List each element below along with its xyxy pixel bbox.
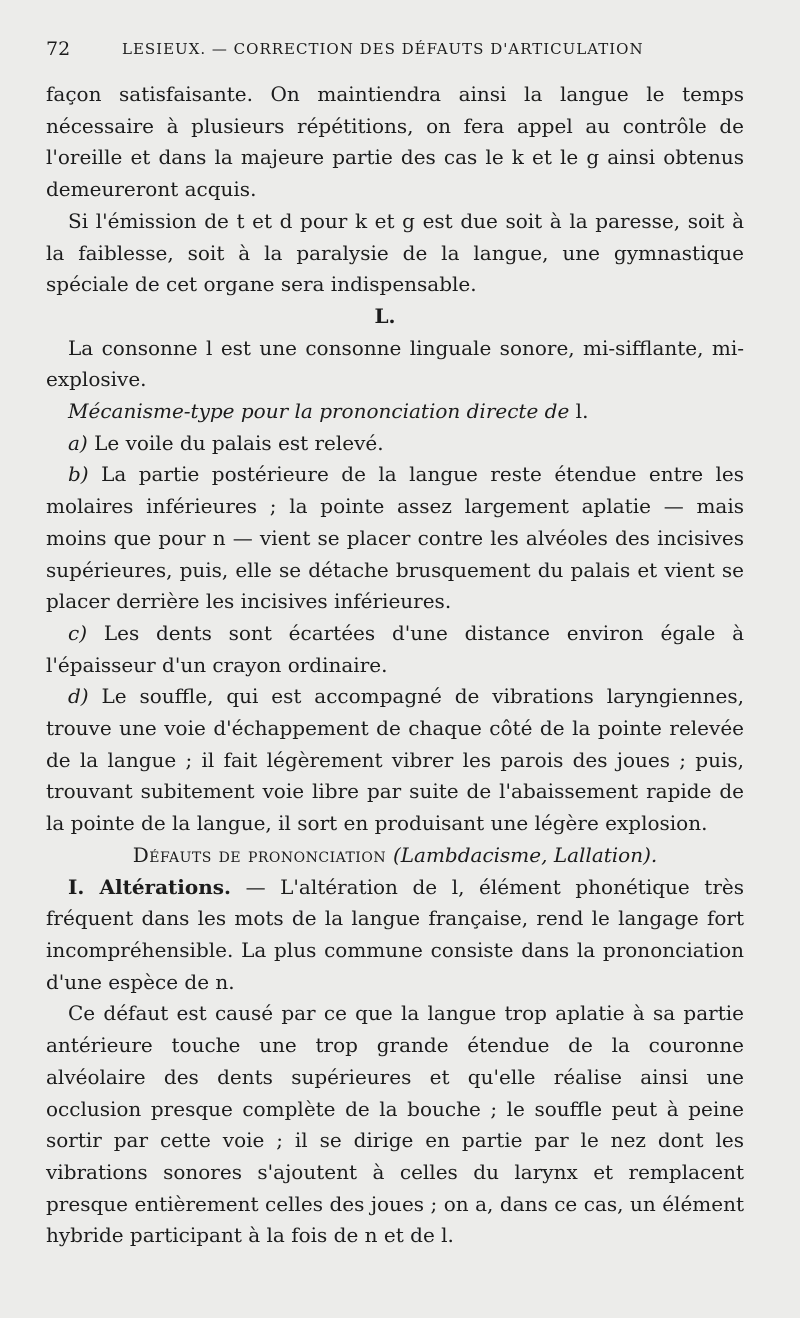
item-a (46, 428, 744, 460)
page-header (46, 38, 746, 62)
item-d-label: d) (68, 684, 89, 709)
mechanism-letter: l. (575, 399, 589, 424)
mechanism-title-text: Mécanisme-type pour la prononciation directe de (68, 399, 570, 424)
item-a-text: Le voile du palais est relevé. (94, 430, 384, 455)
item-d-text: Le souffle, qui est accompagné de vibrations laryngiennes, trouve une voie d'échappement de chaque côté de la pointe relevée de la langue ; il fait légèrement vibrer les parois des joues ; puis, trouvant subitement voie libre par suite de l'abaissement rapide de la pointe de la langue, il sort en produisant une légère explosion. (46, 684, 745, 836)
page-number: 72 (46, 38, 71, 60)
section-heading (46, 840, 744, 872)
item-a-label: a) (68, 430, 88, 455)
body-text (46, 79, 744, 1252)
item-c-label: c) (68, 620, 88, 645)
item-c-text: Les dents sont écartées d'une distance environ égale à l'épaisseur d'un crayon ordinaire. (46, 620, 745, 677)
section-heading-prefix: Défauts de prononciation (132, 842, 387, 867)
item-c (46, 618, 744, 681)
letter-heading: L. (374, 303, 396, 328)
mechanism-title (46, 396, 744, 428)
alterations-lead: I. Altérations. (68, 874, 231, 899)
paragraph-defect-cause: Ce défaut est causé par ce que la langue trop aplatie à sa partie antérieure touche une trop grande étendue de la couronne alvéolaire des dents supérieures et qu'elle réalise ainsi une occlusion presque complète de la bouche ; le souffle peut à peine sortir par cette voie ; il se dirige en partie par le nez dont les vibrations sonores s'ajoutent à celles du larynx et remplacent presque entièrement celles des joues ; on a, dans ce cas, un élément hybride participant à la fois de n et de l. (46, 1001, 744, 1248)
item-b-label: b) (68, 462, 89, 487)
running-title: LESIEUX. — CORRECTION DES DÉFAUTS D'ARTICULATION (122, 40, 644, 58)
paragraph-emission: Si l'émission de t et d pour k et g est due soit à la paresse, soit à la faiblesse, soit à la paralysie de la langue, une gymnastique spéciale de cet organe sera indispensable. (46, 208, 744, 297)
section-heading-italic: (Lambdacisme, Lallation). (392, 842, 658, 867)
item-b-text: La partie postérieure de la langue reste étendue entre les molaires inférieures ; la pointe assez largement aplatie — mais moins que pour n — vient se placer contre les alvéoles des incisives supérieures, puis, elle se détache brusquement du palais et vient se placer derrière les incisives inférieures. (46, 462, 745, 614)
item-d (46, 681, 744, 840)
item-b (46, 459, 744, 618)
paragraph-alterations (46, 872, 744, 999)
paragraph-continuation: façon satisfaisante. On maintiendra ainsi la langue le temps nécessaire à plusieurs répétitions, on fera appel au contrôle de l'oreille et dans la majeure partie des cas le k et le g ainsi obtenus demeureront acquis. (46, 82, 744, 202)
paragraph-definition: La consonne l est une consonne linguale sonore, mi-sifflante, mi-explosive. (46, 335, 744, 392)
alterations-text: — L'altération de l, élément phonétique très fréquent dans les mots de la langue française, rend le langage fort incompréhensible. La plus commune consiste dans la prononciation d'une espèce de n. (46, 874, 744, 994)
